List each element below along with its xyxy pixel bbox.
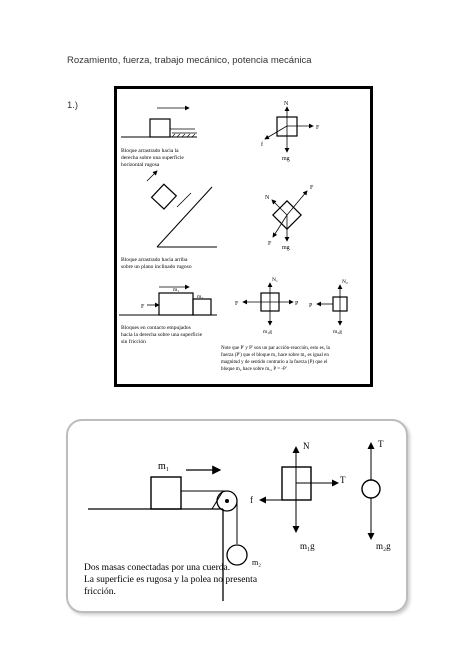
label-N1: N₁ [272,277,278,283]
caption-horizontal-line3: horizontal rugosa [121,162,160,168]
block-m1 [159,293,193,315]
item-number: 1.) [67,100,79,111]
incline [157,187,212,247]
label-contact-m1: m₁ [173,287,180,293]
label-incline-F: F [310,185,314,191]
label-N: N [303,441,310,451]
caption-contact-line3: sin fricción [121,339,146,345]
label-scene-m1: m₁ [158,461,170,472]
horizontal-block-scene [121,108,197,137]
label-mg: mg [282,156,290,162]
figure2-drawing [68,421,406,611]
label-m1g: m₁g [263,329,272,335]
label-incline-N: N [265,195,270,201]
block-m2 [193,299,211,315]
caption-line3: fricción. [84,587,116,597]
figure-connected-masses [66,419,408,613]
caption-contact-line2: hacia la derecha sobre una superficie [121,332,203,338]
note-line3: magnitud y de sentido contrario a la fuerza (P) que el [221,360,328,365]
fbd-contact-m1 [235,277,299,335]
caption-inclined-line1: Bloque arrastrado hacia arriba [121,257,188,263]
label-m1g: m₁g [300,541,315,551]
hanging-mass-m2 [227,545,247,565]
fbd-horizontal [261,101,320,162]
fbd-m2 [362,439,391,551]
incline-friction-arrow [273,215,287,237]
incline-motion-arrow [147,171,157,181]
label-incline-mg: mg [282,245,290,251]
label-N: N [284,101,289,107]
caption-line1: Dos masas conectadas por una cuerda. [84,563,231,573]
caption-inclined-line2: sobre un plano inclinado rugoso [121,264,192,270]
figure-free-body-diagrams [114,86,373,387]
page-title: Rozamiento, fuerza, trabajo mecánico, potencia mecánica [67,55,312,66]
caption-horizontal-line2: derecha sobre una superficie [121,155,184,161]
label-f: f [261,142,263,148]
block [150,119,170,137]
note-line4: bloque m₂ hace sobre m₁, P = -P' [221,367,287,372]
caption-horizontal-line1: Bloque arrastrado hacia la [121,148,179,154]
label-N2: N₂ [342,279,348,285]
label-f: f [250,495,253,505]
incline-rope [177,193,191,207]
inclined-block-scene [147,171,217,247]
friction-arrow [265,126,287,139]
contact-blocks-scene [119,287,217,315]
caption-contact-line1: Bloques en contacto empujados [121,325,191,331]
label-T1: T [340,475,346,485]
fbd-contact-m2 [309,279,348,335]
label-m2g: m₂g [376,541,391,551]
figure1-drawing [117,89,370,384]
note-line1: Note que P' y P' son un par acción-reacción, esto es, la [221,346,330,351]
fbd-m1 [250,441,346,551]
block-m1 [151,477,181,509]
label-fbd-m1-P: P [295,301,299,307]
label-scene-m2: m₂ [252,558,262,567]
label-m2g: m₂g [333,329,342,335]
label-fbd-m2-P: P [309,303,313,309]
label-F: F [316,125,320,131]
label-contact-F: F [141,304,145,310]
label-contact-m2: m₂ [197,294,204,300]
incline-block [152,184,177,209]
label-incline-f: F [268,241,272,247]
caption-line2: La superficie es rugosa y la polea no presenta [84,575,258,585]
note-line2: fuerza (P') que el bloque m₁ hace sobre m₂ es igual en [221,353,329,358]
pulley-axle [225,499,229,503]
fbd-inclined [265,185,314,251]
fbd-m2-circle [362,480,380,498]
label-T2: T [378,439,384,449]
label-fbd-m1-F: F [235,301,239,307]
incline-normal-arrow [272,200,287,215]
